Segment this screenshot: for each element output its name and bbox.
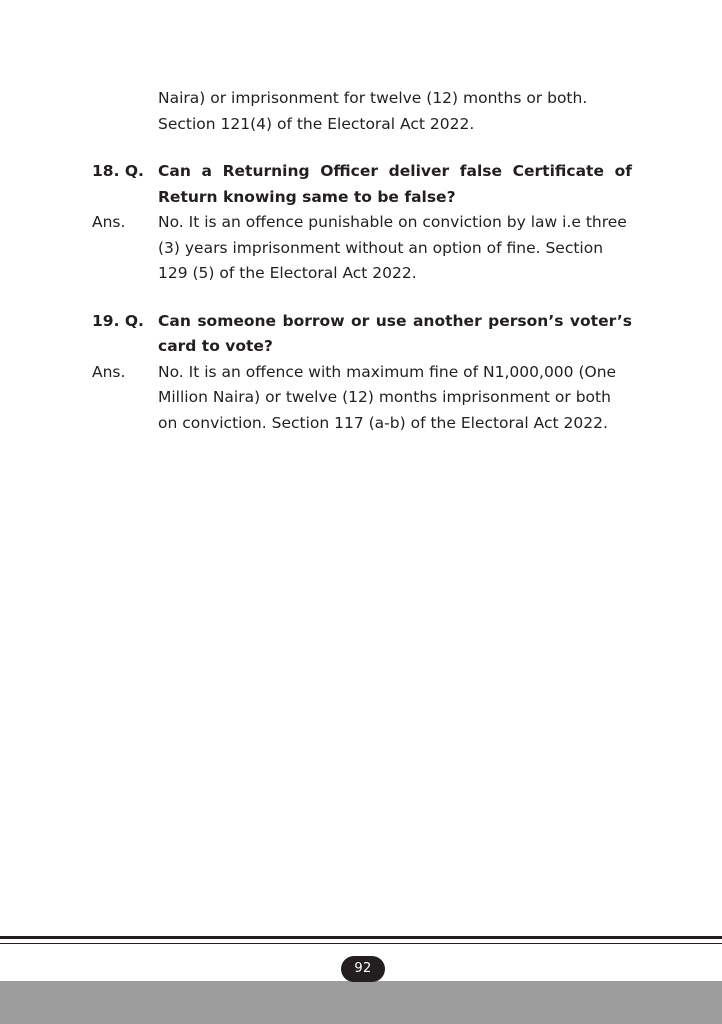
qa-entry-19-question-text: Can someone borrow or use another person’s voter’s card to vote? xyxy=(158,311,632,355)
qa-entry-19-answer-text: No. It is an offence with maximum fine of N1,000,000 (One Million Naira) or twelve (12) months imprisonment or both on conviction. Section 117 (a-b) of the Electoral Act 2022. xyxy=(158,362,617,432)
page-number-badge: 92 xyxy=(341,956,385,982)
qa-entry-19-answer-label: Ans. xyxy=(92,362,126,381)
footer-rule-thick xyxy=(0,936,722,939)
continued-paragraph: Naira) or imprisonment for twelve (12) months or both. Section 121(4) of the Electoral Act 2022. xyxy=(158,89,588,133)
qa-entry-18-answer-text: No. It is an offence punishable on conviction by law i.e three (3) years imprisonment without an option of fine. Section 129 (5) of the Electoral Act 2022. xyxy=(158,213,627,282)
spacer xyxy=(92,137,632,159)
qa-entry-19-number: 19. Q. xyxy=(92,311,144,330)
spacer xyxy=(92,287,632,309)
qa-entry-18-question-text: Can a Returning Officer deliver false Certificate of Return knowing same to be false? xyxy=(158,162,632,206)
qa-entry-18-answer xyxy=(92,210,632,287)
footer-rule-thin xyxy=(0,943,722,944)
qa-entry-18-answer-label: Ans. xyxy=(92,213,126,231)
footer-rules xyxy=(0,936,722,946)
qa-entry-18-number: 18. Q. xyxy=(92,162,144,180)
footer-band xyxy=(0,981,722,1024)
qa-entry-18-question xyxy=(92,159,632,210)
qa-entry-19-answer xyxy=(92,360,632,437)
qa-entry-19-question xyxy=(92,309,632,360)
page-content xyxy=(92,86,632,436)
